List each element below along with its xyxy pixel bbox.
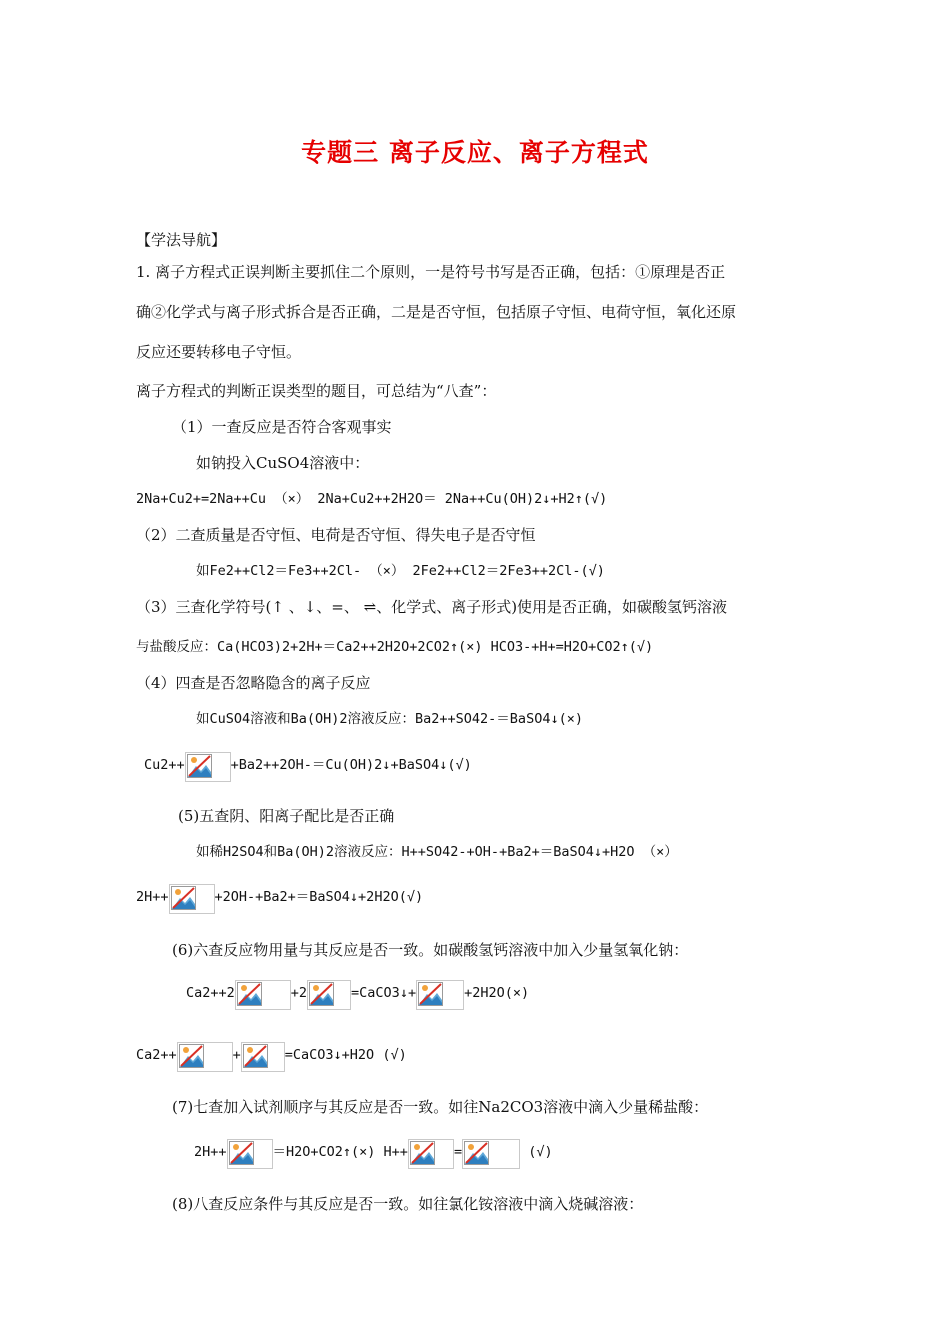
broken-image-icon: [462, 1139, 520, 1169]
check-5-title: (5)五查阴、阳离子配比是否正确: [178, 807, 395, 825]
broken-image-icon: [185, 752, 231, 782]
check-4-title: （4）四查是否忽略隐含的离子反应: [136, 674, 371, 692]
broken-image-icon: [177, 1042, 233, 1072]
equation-part: (√): [520, 1144, 553, 1160]
check-8-title: (8)八查反应条件与其反应是否一致。如往氯化铵溶液中滴入烧碱溶液：: [172, 1195, 644, 1213]
section-heading: 【学法导航】: [136, 231, 227, 249]
check-3-line-1: （3）三查化学符号(↑ 、↓、=、 ⇌、化学式、离子形式)使用是否正确，如碳酸氢钙溶液: [136, 598, 728, 616]
check-3-line-2: 与盐酸反应：Ca(HCO3)2+2H+＝Ca2++2H2O+2CO2↑(×) HCO3-+H+=H2O+CO2↑(√): [136, 639, 654, 655]
equation-part: 2H++: [136, 889, 169, 905]
check-5-equation: [136, 880, 423, 914]
check-2-example: 如Fe2++Cl2＝Fe3++2Cl- （×） 2Fe2++Cl2＝2Fe3++2Cl-(√): [196, 563, 605, 579]
equation-part: ＝H2O+CO2↑(×) H++: [272, 1144, 408, 1160]
broken-image-icon: [227, 1139, 273, 1169]
check-6-title: (6)六查反应物用量与其反应是否一致。如碳酸氢钙溶液中加入少量氢氧化钠：: [172, 941, 689, 959]
paragraph-4: 离子方程式的判断正误类型的题目，可总结为“八查”：: [136, 382, 497, 400]
equation-part: +2OH-+Ba2+＝BaSO4↓+2H2O(√): [214, 889, 424, 905]
broken-image-icon: [307, 980, 351, 1010]
check-6-equation-2: [136, 1038, 407, 1072]
equation-part: +2H2O(×): [464, 985, 530, 1001]
paragraph-3: 反应还要转移电子守恒。: [136, 343, 302, 361]
paragraph-1: 1. 离子方程式正误判断主要抓住二个原则，一是符号书写是否正确，包括：①原理是否正: [136, 263, 726, 281]
equation-part: =CaCO3↓+H2O (√): [284, 1047, 407, 1063]
check-4-example: 如CuSO4溶液和Ba(OH)2溶液反应：Ba2++SO42-＝BaSO4↓(×): [196, 711, 583, 727]
check-6-equation-1: [186, 976, 529, 1010]
equation-part: +Ba2++2OH-＝Cu(OH)2↓+BaSO4↓(√): [230, 757, 472, 773]
check-1-title: （1）一查反应是否符合客观事实: [172, 418, 392, 436]
broken-image-icon: [241, 1042, 285, 1072]
check-5-example: 如稀H2SO4和Ba(OH)2溶液反应：H++SO42-+OH-+Ba2+＝BaSO4↓+H2O （×）: [196, 844, 678, 860]
equation-part: +: [232, 1047, 241, 1063]
broken-image-icon: [169, 884, 215, 914]
equation-part: =CaCO3↓+: [351, 985, 417, 1001]
equation-part: Cu2++: [144, 757, 185, 773]
check-1-example: 如钠投入CuSO4溶液中：: [196, 454, 370, 472]
broken-image-icon: [416, 980, 464, 1010]
check-2-title: （2）二查质量是否守恒、电荷是否守恒、得失电子是否守恒: [136, 526, 536, 544]
check-7-title: (7)七查加入试剂顺序与其反应是否一致。如往Na2CO3溶液中滴入少量稀盐酸：: [172, 1098, 709, 1116]
equation-part: Ca2++2: [186, 985, 235, 1001]
page-title: 专题三 离子反应、离子方程式: [301, 138, 649, 167]
equation-part: Ca2++: [136, 1047, 177, 1063]
broken-image-icon: [408, 1139, 454, 1169]
equation-part: +2: [290, 985, 308, 1001]
check-1-equation: 2Na+Cu2+=2Na++Cu （×） 2Na+Cu2++2H2O＝ 2Na++Cu(OH)2↓+H2↑(√): [136, 491, 608, 507]
equation-part: =: [453, 1144, 463, 1160]
broken-image-icon: [235, 980, 291, 1010]
check-7-equation: [194, 1135, 553, 1169]
paragraph-2: 确②化学式与离子形式拆合是否正确，二是是否守恒，包括原子守恒、电荷守恒，氧化还原: [136, 303, 737, 321]
check-4-equation: [144, 748, 472, 782]
equation-part: 2H++: [194, 1144, 227, 1160]
